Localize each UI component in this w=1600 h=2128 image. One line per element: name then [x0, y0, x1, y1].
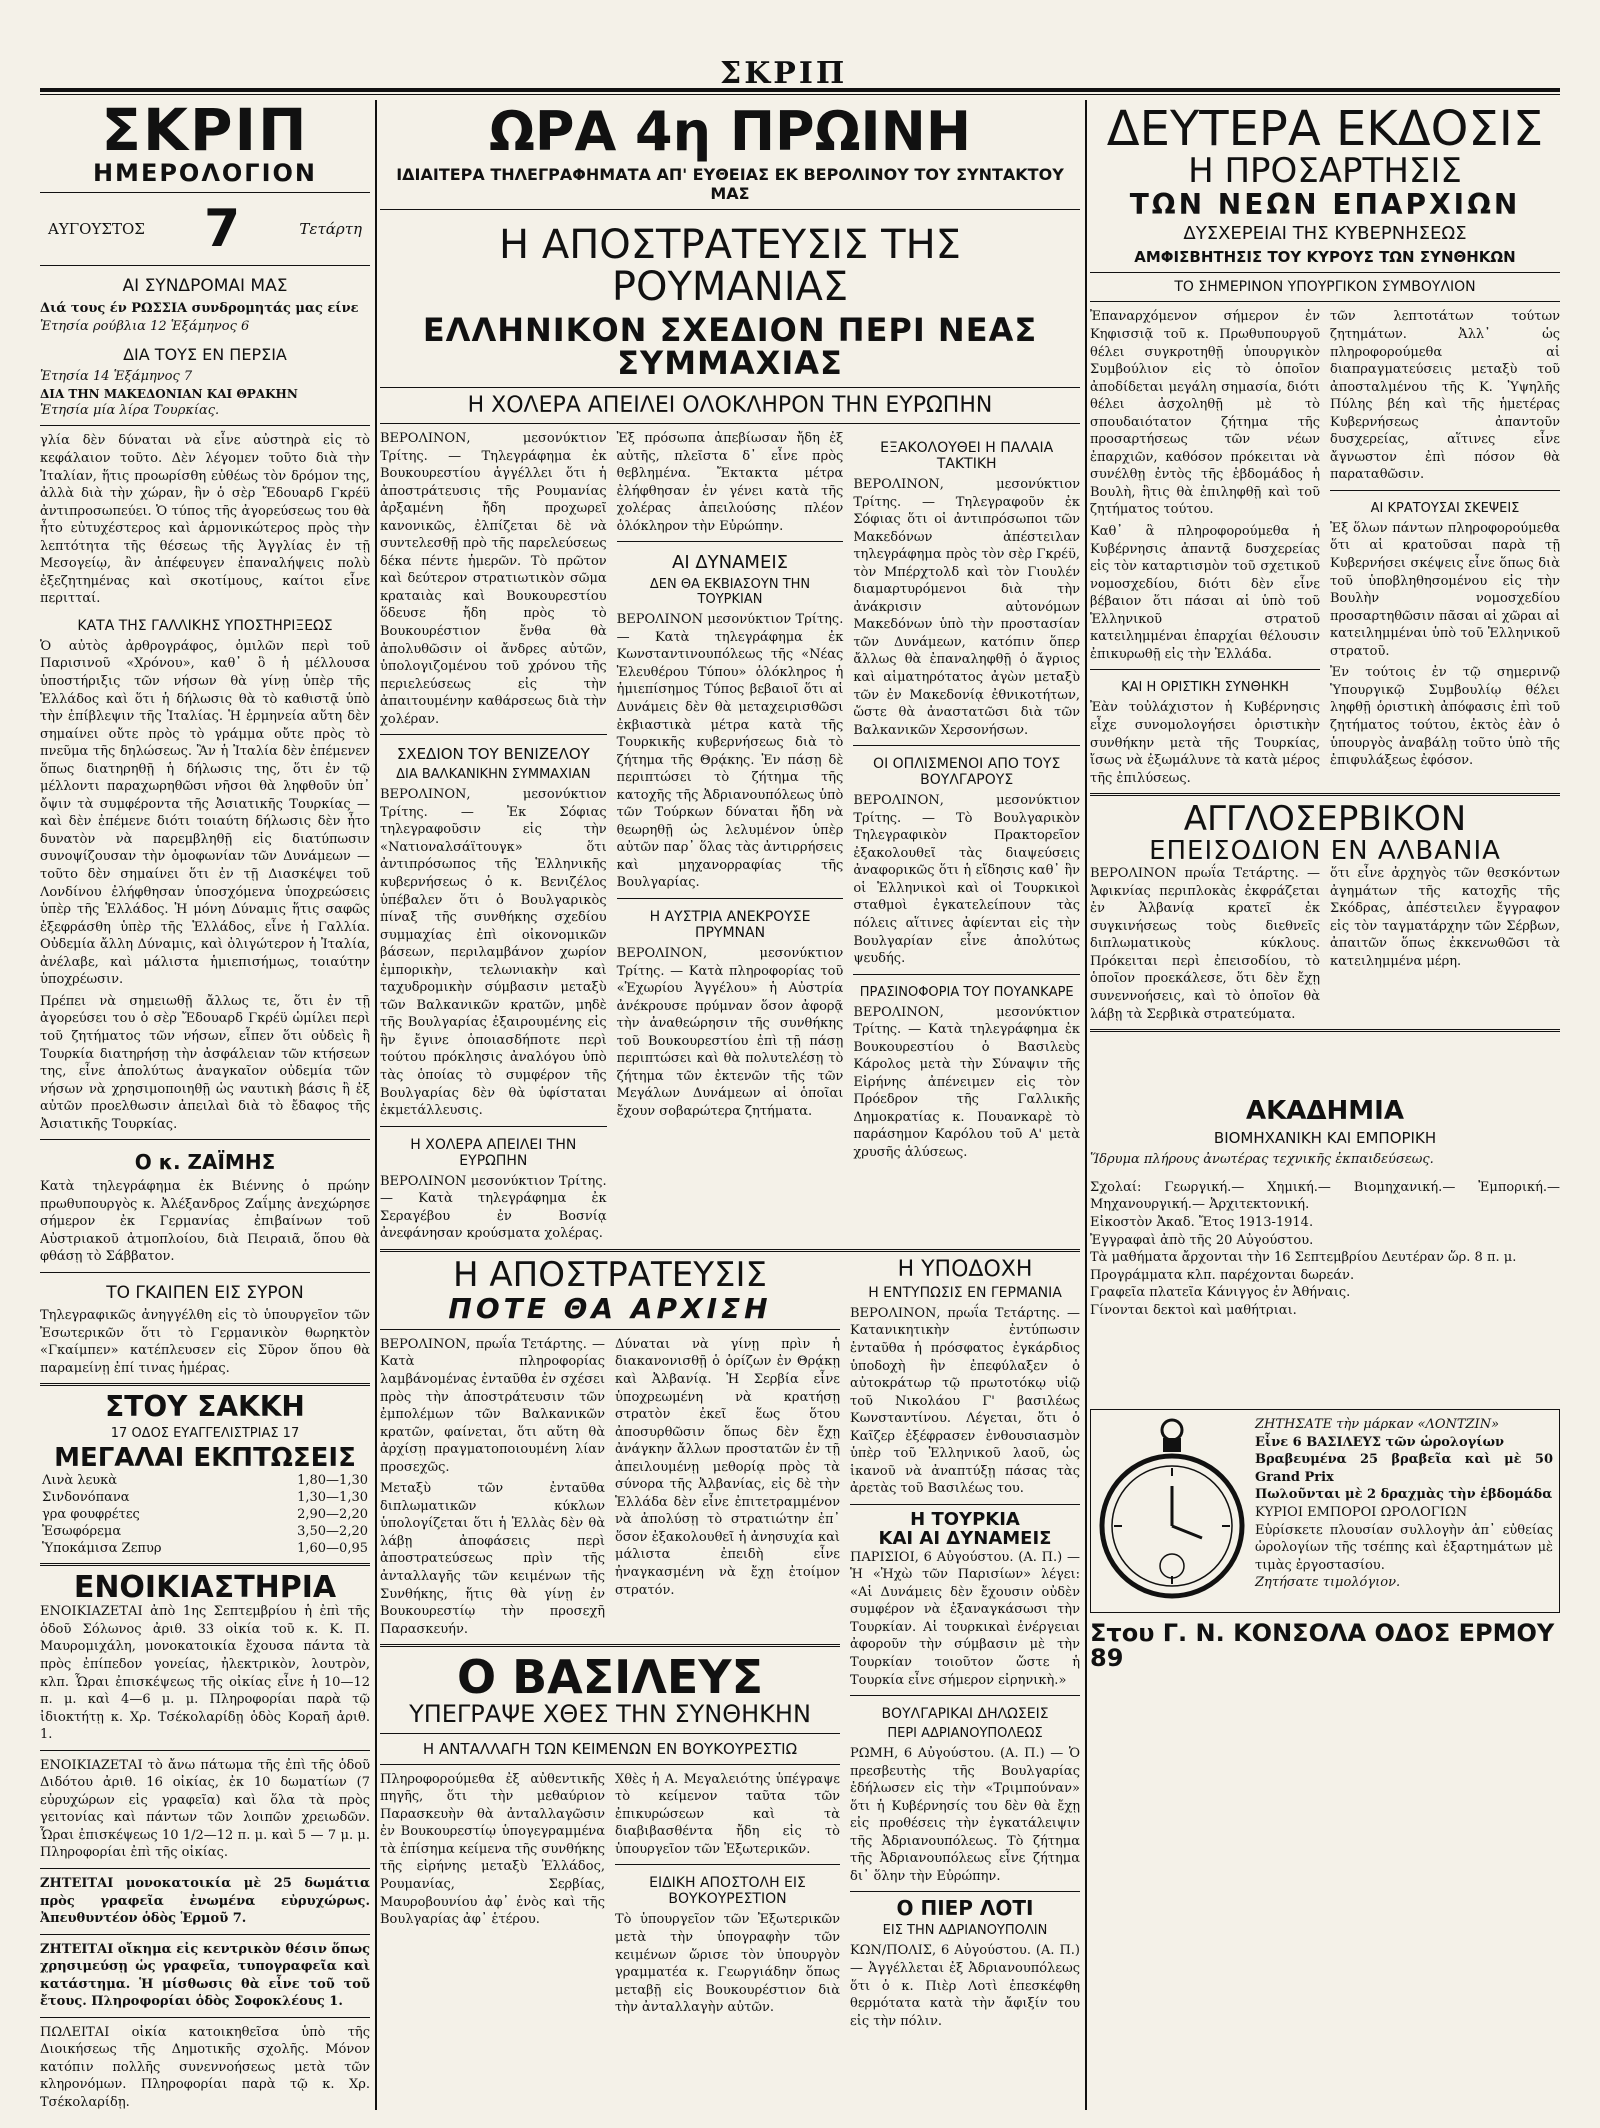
rule [40, 1139, 370, 1140]
article-text: Ἐξ ὅλων πάντων πληροφορούμεθα ὅτι αἱ κρατοῦσαι παρὰ τῇ Κυβερνήσει σκέψεις εἶνε ὅπως διὰ τοῦ ὑποβληθησομένου εἰς τὴν Βουλὴν νομοσχεδίου προσαρτηθῶσιν πᾶσαι αἱ χῶραι αἱ κατειλημμέναι ὑπὸ τοῦ Ἑλληνικοῦ στρατοῦ. [1330, 520, 1560, 659]
rule [40, 1272, 370, 1273]
ad-watch-line: Εἶνε 6 ΒΑΣΙΛΕΥΣ τῶν ὡρολογίων [1255, 1434, 1504, 1450]
subs-persia-price: Ἐτησία 14 Ἑξάμηνος 7 [40, 369, 193, 385]
two-column-block [1090, 865, 1560, 1023]
sale-item: Ὑποκάμισα Ζεπυρ [42, 1540, 162, 1556]
heading-special-mission: ΕΙΔΙΚΗ ΑΠΟΣΤΟΛΗ ΕΙΣ ΒΟΥΚΟΥΡΕΣΤΙΟΝ [649, 1875, 806, 1908]
sub-column [615, 1771, 840, 2017]
sale-item: γρα φουφρέτες [42, 1506, 140, 1522]
classified-ad: ΖΗΤΕΙΤΑΙ μονοκατοικία μὲ 25 δωμάτια πρὸς γραφεῖα ἐνωμένα εὐρυχώρως. Ἀπευθυντέον ὁδὸς Ἑρμοῦ 7. [40, 1876, 370, 1927]
headline-4am: ΩΡΑ 4η ΠΡΩΙΝΗ [488, 100, 972, 163]
spacer [1090, 1038, 1560, 1098]
sub-column [615, 1336, 840, 1638]
rule [40, 265, 370, 266]
classified-ad: ΕΝΟΙΚΙΑΖΕΤΑΙ τὸ ἄνω πάτωμα τῆς ἐπὶ τῆς ὁδοῦ Διδότου ἀριθ. 16 οἰκίας, ἐκ 10 δωματίων (7 εὐρυχώρων εἰς γραφεῖα) καὶ ὅλα τὰ πρὸς γειτονίας καὶ πάντων τῶν λοιπῶν χρειωδῶν. Ὧραι ἐπισκέψεως 10 1/2—12 π. μ. καὶ 5 — 7 μ. μ. Πληροφορίαι ἐπὶ τῆς οἰκίας. [40, 1757, 370, 1861]
article-text: Ἐξ πρόσωπα ἀπεβίωσαν ἤδη ἐξ αὐτῆς, πλεῖστα δ᾽ εἶνε πρὸς θεβλημένα. Ἔκτακτα μέτρα ἐλήφθησαν ἐν γένει κατὰ τῆς χολέρας ἀπειλούσης πλέον ὁλόκληρον τὴν Εὐρώπην. [616, 430, 844, 534]
ad-watch [1090, 1409, 1560, 1613]
logo: ΣΚΡΙΠ [101, 100, 309, 164]
article-text: ΠΑΡΙΣΙΟΙ, 6 Αὐγούστου. (Α. Π.) — Ἡ «Ἠχὼ τῶν Παρισίων» λέγει: «Αἱ Δυνάμεις δὲν ἔχουσιν οὐδὲν συμφέρον νὰ ἐξαναγκάσωσι τὴν Τουρκίαν. Αἱ τουρκικαὶ ἐνέργειαι ἀφοροῦν τὴν σύμβασιν μὲ τὴν Τουρκίαν τοιοῦτον ὥστε ἡ Τουρκία εἶνε σήμερον εἰρηνικὴ.» [850, 1549, 1080, 1688]
heading-armed: ΟΙ ΟΠΛΙΣΜΕΝΟΙ ΑΠΟ ΤΟΥΣ ΒΟΥΛΓΑΡΟΥΣ [873, 756, 1061, 789]
rule [380, 387, 1080, 388]
headline-demobilization: Η ΑΠΟΣΤΡΑΤΕΥΣΙΣ [453, 1254, 767, 1295]
two-column-block [380, 1771, 840, 2017]
headline-council: ΤΟ ΣΗΜΕΡΙΝΟΝ ΥΠΟΥΡΓΙΚΟΝ ΣΥΜΒΟΥΛΙΟΝ [1174, 279, 1476, 296]
article-text: ΒΕΡΟΛΙΝΟΝ, πρωΐα Τετάρτης. — Κατὰ πληροφορίας λαμβάνομένας ἐνταῦθα ἐν σχέσει πρὸς τὴν ἀποστράτευσιν τῶν ἐμπολέμων τῶν Βαλκανικῶν κρατῶν, φαίνεται, ὅτι αὕτη θὰ ἀρχίσῃ πραγματοποιουμένη λίαν προσεχῶς. [380, 1336, 605, 1475]
classified-ad: ΠΩΛΕΙΤΑΙ οἰκία κατοικηθεῖσα ὑπὸ τῆς Διοικήσεως τῆς Δημοτικῆς σχολῆς. Μόνον κατόπιν πολλῆς συνεννοήσεως μετὰ τῶν κληρονόμων. Πληροφορίαι παρὰ τῷ κ. Χρ. Τσέκολαρίδῃ. [40, 2024, 370, 2111]
heading-powers-sub: ΔΕΝ ΘΑ ΕΚΒΙΑΣΟΥΝ ΤΗΝ ΤΟΥΡΚΙΑΝ [649, 577, 811, 608]
rule [380, 1644, 840, 1647]
ad-academy-line: Προγράμματα κλπ. παρέχονται δωρεάν. [1090, 1267, 1355, 1283]
article-text: ΒΕΡΟΛΙΝΟΝ, μεσονύκτιον Τρίτης. — Κατὰ τηλεγράφημα ἐκ Βουκουρεστίου ὁ Βασιλεὺς Κάρολος μετὰ τὴν Σύναψιν τῆς Εἰρήνης ἀπένειμεν εἰς τὸν Πρόεδρον τῆς Γαλλικῆς Δημοκρατίας κ. Πουανκαρὲ τὸ παράσημον Καρόλου τοῦ Α' μετὰ χρυσῆς ἁλύσεως. [853, 1004, 1080, 1161]
headline-difficulties: ΔΥΣΧΕΡΕΙΑΙ ΤΗΣ ΚΥΒΕΡΝΗΣΕΩΣ [1183, 223, 1467, 245]
subs-russia: Διά τους έν ΡΩΣΣΙΑ συνδρομητάς μας είνε [40, 301, 359, 317]
lower-right [850, 1258, 1080, 2030]
headline-king-sub: ΥΠΕΓΡΑΨΕ ΧΘΕΣ ΤΗΝ ΣΥΝΘΗΚΗΝ [409, 1699, 811, 1728]
article-text: Τὸ ὑπουργεῖον τῶν Ἐξωτερικῶν μετὰ τὴν ὑπογραφὴν τῶν κειμένων ὥρισε τὸν ὑπουργὸν γραμματέα κ. Γεωργιάδην ὅπως μεταβῇ εἰς Βουκουρέστιον διὰ τὴν ἀνταλλαγὴν αὐτῶν. [615, 1912, 840, 2016]
heading-reception-sub: Η ΕΝΤΥΠΩΣΙΣ ΕΝ ΓΕΡΜΑΝΙΑ [868, 1284, 1062, 1301]
ad-watch-line: Εὑρίσκετε πλουσίαν συλλογὴν ἀπ᾽ εὐθείας ὡρολογίων τῆς τσέπης καὶ ἐξαρτημάτων μὲ τιμὰς ἐργοστασίου. [1255, 1522, 1553, 1573]
headline-when: ΠΟΤΕ ΘΑ ΑΡΧΙΣΗ [448, 1291, 772, 1325]
article-text: Ἐν τούτοις ἐν τῷ σημερινῷ Ὑπουργικῷ Συμβουλίῳ θέλει ληφθῇ ὁριστικὴ ἀπόφασις ἐπὶ τοῦ ζητήματος τούτου, ἐκτὸς ἐὰν ὁ ὑπουργὸς ἀναβάλῃ τοῦτο ὑπὸ τῆς ἐπιφυλάξεως ἐφόσον. [1330, 665, 1560, 769]
article-text: ΒΕΡΟΛΙΝΟΝ, πρωΐα Τετάρτης. — Κατανικητικὴν ἐντύπωσιν ἐνταῦθα ἡ πρόσφατος ἐγκάρδιος ὑποδοχὴ ἣν ἐπεφύλαξεν ὁ αὐτοκράτωρ τῷ πρωτοτόκῳ υἱῷ τοῦ Νικολάου Γ' βασιλέως Κωνσταντίνου. Λέγεται, ὅτι ὁ Καῖζερ ἐξέφρασεν ἐνθουσιασμὸν ὑπὲρ τοῦ Ἑλληνικοῦ λαοῦ, ὡς ἱκανοῦ νὰ ἀναπτύξῃ πάσας τὰς ἀρετὰς τοῦ Βασιλέως του. [850, 1305, 1080, 1497]
sub-column-middle [617, 430, 844, 1243]
headline-annexation: Η ΠΡΟΣΑΡΤΗΣΙΣ [1188, 151, 1462, 192]
sale-item: Σινδονόπανα [42, 1489, 130, 1505]
ad-watch-line: ΖΗΤΗΣΑΤΕ τὴν μάρκαν «ΛΟΝΤΖΙΝ» [1255, 1417, 1500, 1433]
rule [40, 2017, 370, 2018]
article-text: ΒΕΡΟΛΙΝΟΝ, μεσονύκτιον Τρίτης. — Τηλεγράφημα ἐκ Βουκουρεστίου ἀγγέλλει ὅτι ἡ ἀποστράτευσις τῆς Ρουμανίας ἀρξαμένη ἤδη προχωρεῖ κανονικῶς, ἐλπίζεται δὲ νὰ συντελεσθῇ πρὸ τῆς παρελεύσεως δέκα πέντε ἡμερῶν. Τὸ πρῶτον καὶ δεύτερον στρατιωτικὸν σῶμα κραταιὰς καὶ Βουκουρεστίου ὅδευσε ἤδη πρὸς τὸ Βουκουρέστιον ἔνθα θὰ ἀπολυθῶσιν οἱ ἄνδρες αὐτῶν, ὑπολογιζομένου τοῦ χρόνου τῆς περιελεύσεως εἰς τὴν ἀπαιτουμένην καθάρσεως διὰ τὴν χολέραν. [380, 430, 607, 727]
heading-old-tactic: ΕΞΑΚΟΛΟΥΘΕΙ Η ΠΑΛΑΙΑ ΤΑΚΤΙΚΗ [880, 439, 1054, 472]
sub-column [380, 1771, 605, 2017]
article-text: Ὁ αὐτὸς ἀρθρογράφος, ὁμιλῶν περὶ τοῦ Παρισινοῦ «Χρόνου», καθ᾽ ὃ ἡ μέλλουσα ὑποστήριξις τῶν νήσων θὰ γίνῃ ὑπὲρ τῆς Ἑλλάδος καὶ ὅτι ἡ δήλωσις θὰ τὸ καθιστᾷ ὑπὸ τὴν ἐπίβλεψιν τῆς Ἰταλίας. Ἡ ἑρμηνεία αὕτη δὲν σημαίνει οὔτε πρὸς τὸ γράμμα οὔτε πρὸς τὸ πνεῦμα τῆς δηλώσεως. Ἂν ἡ Ἰταλία δὲν ἐπέμενεν ὅπως διατηρηθῇ ἡ δήλωσις της, ὅτι ἐν τῷ μέλλοντι παραχωρηθῶσι νῆσοι θὰ ληφθοῦν ὑπ᾽ ὄψιν τὰ συμφέροντα τῆς Ἀσιατικῆς Τουρκίας — καὶ δὲν ἐπέμενε διότι τοιαύτη δήλωσις δὲν ἦτο δυνατὸν νὰ παρεμβληθῇ εἰς διατύπωσιν συνοψίζουσαν τὴν ὁμοφωνίαν τῶν Δυνάμεων — τοῦτο δὲν σημαίνει ὅτι ἐν τῇ Διασκέψει τοῦ Λονδίνου ἐλήφθησαν ὑποσχόμενα ὑποχρεώσεις ὑπὲρ τῆς Ἑλλάδος. Ἡ μόνη Δύναμις ἥτις σαφῶς ἐξεφράσθη ὑπὲρ τῆς Ἑλλάδος, εἶνε ἡ Γαλλία. Οὐδεμία ἄλλη Δύναμις, καὶ ὀλιγώτερον ἡ Ἰταλία, ἀνέλαβε, καὶ μάλιστα ἡμιεπισήμως, τοιαύτην ὑποχρέωσιν. [40, 638, 370, 988]
article-text: ΚΩΝ/ΠΟΛΙΣ, 6 Αὐγούστου. (Α. Π.) — Ἀγγέλλεται ἐξ Ἀδριανουπόλεως ὅτι ὁ κ. Πιὲρ Λοτὶ ἐπεσκέφθη θερμότατα κατὰ τὴν ἄφιξίν του εἰς τὴν πόλιν. [850, 1943, 1080, 2029]
heading-turkey-sub: ΚΑΙ ΑΙ ΔΥΝΑΜΕΙΣ [878, 1527, 1052, 1549]
ad-academy-line: Ἐγγραφαὶ ἀπὸ τῆς 20 Αὐγούστου. [1090, 1232, 1314, 1248]
rule [850, 1504, 1080, 1505]
ad-academy-line: Γραφεῖα πλατεῖα Κάνιγγος ἐν Ἀθήναις. [1090, 1285, 1351, 1301]
heading-final-treaty: ΚΑΙ Η ΟΡΙΣΤΙΚΗ ΣΥΝΘΗΚΗ [1121, 680, 1289, 696]
two-column-block [1090, 308, 1560, 787]
rule [40, 1383, 370, 1386]
sale-price: 1,80—1,30 [297, 1472, 368, 1488]
two-column-block [380, 430, 1080, 1243]
article-text: Καθ᾽ ἃ πληροφορούμεθα ἡ Κυβέρνησις ἀπαντᾷ δυσχερείας εἰς τὸν καταρτισμὸν τοῦ σχετικοῦ νομοσχεδίου, διότι δὲν εἶνε βέβαιον ὅτι πάσαι αἱ ὑπὸ τοῦ Ἑλληνικοῦ στρατοῦ κατειλημμέναι ἐπαρχίαι θέλουσιν ἐπικυρωθῇ εἰς τὴν Ἑλλάδα. [1090, 524, 1320, 662]
ad-academy-title: ΑΚΑΔΗΜΙΑ [1246, 1096, 1404, 1127]
rule [1330, 490, 1560, 491]
day-number: 7 [204, 199, 241, 260]
headline-new-provinces: ΤΩΝ ΝΕΩΝ ΕΠΑΡΧΙΩΝ [1129, 188, 1521, 222]
rule [617, 541, 844, 542]
spacer [1090, 1319, 1560, 1409]
heading-loti-sub: ΕΙΣ ΤΗΝ ΑΔΡΙΑΝΟΥΠΟΛΙΝ [882, 1923, 1048, 1939]
rule [380, 1764, 840, 1765]
article-text: ΒΕΡΟΛΙΝΟΝ μεσονύκτιον Τρίτης. — Κατὰ τηλεγράφημα ἐκ Κωνσταντινουπόλεως τῆς «Νέας Ἐλευθέρου Τύπου» ὁλόκληρος ἡ ἡμιεπίσημος Τύπος βεβαιοῖ ὅτι αἱ Δυνάμεις δὲν θὰ μεταχειρισθῶσι ἐκβιαστικὰ μέτρα κατὰ τῆς Τουρκικῆς κυβερνήσεως διὰ τὸ ζήτημα τῆς Θρᾴκης. Ἐν πάσῃ δὲ περιπτώσει τὸ ζήτημα τῆς κατοχῆς τῆς Ἀδριανουπόλεως ὑπὸ τῶν Τούρκων δύναται ἤδη νὰ θεωρηθῇ ὡς λελυμένον ὑπὲρ αὐτῶν παρ᾽ ὅλας τὰς ἀντιρρήσεις καὶ μηχανορραφίας τῆς Βουλγαρίας. [616, 612, 844, 891]
column-divider-2 [1085, 100, 1087, 2110]
right-column [1090, 100, 1560, 2118]
sale-item: Ἐσωφόρεμα [42, 1523, 122, 1539]
subs-title: ΑΙ ΣΥΝΔΡΟΜΑΙ ΜΑΣ [122, 276, 288, 297]
article-text: ΒΕΡΟΛΙΝΟΝ, μεσονύκτιον Τρίτης. — Τηλεγραφοῦν ἐκ Σόφιας ὅτι οἱ ἀντιπρόσωποι τῶν Μακεδόνων ἀπέστειλαν τηλεγράφημα πρὸς τὸν σὲρ Γκρέϋ, τὸν Μπέρχτολδ καὶ τὸν Γιουλέν διαμαρτυρόμενοι διὰ τὴν ἀνάκρισιν αὐτονόμων Μακεδόνων ὑπὸ τὴν προστασίαν τῶν Δυνάμεων, κατόπιν ὅπερ ἄλλως θὰ ἐπαναληφθῇ ὁ ἄγριος καὶ αἱματηρότατος ἀγὼν μεταξὺ τῶν ἐν Μακεδονίᾳ ἐθνικοτήτων, ὥστε θὰ ἀναστατῶσι διὰ τῶν Βαλκανικῶν Χερσονήσων. [853, 476, 1080, 738]
table-row [40, 1506, 370, 1523]
headline-albania-incident: ΕΠΕΙΣΟΔΙΟΝ ΕΝ ΑΛΒΑΝΙΑ [1149, 835, 1501, 866]
heading-bulgarian-statements-sub: ΠΕΡΙ ΑΔΡΙΑΝΟΥΠΟΛΕΩΣ [887, 1726, 1043, 1742]
headline-cholera: Η ΧΟΛΕΡΑ ΑΠΕΙΛΕΙ ΟΛΟΚΛΗΡΟΝ ΤΗΝ ΕΥΡΩΠΗΝ [467, 392, 993, 418]
ad-academy-sub: ΒΙΟΜΗΧΑΝΙΚΗ ΚΑΙ ΕΜΠΟΡΙΚΗ [1213, 1129, 1437, 1148]
column-divider-1 [375, 100, 377, 2110]
weekday: Τετάρτη [299, 220, 362, 239]
ad-watch-text [1255, 1416, 1553, 1606]
subs-mak-title: ΔΙΑ ΤΗΝ ΜΑΚΕΔΟΝΙΑΝ ΚΑΙ ΘΡΑΚΗΝ [40, 386, 298, 401]
rule [1090, 1029, 1560, 1032]
article-text: γλία δὲν δύναται νὰ εἶνε αὐστηρὰ εἰς τὸ κεφάλαιον τοῦτο. Δὲν λέγομεν τοῦτο διὰ τὴν Ἰταλίαν, ἥτις προωρίσθη εὐθέως τὸν δρόμον της, ἀλλὰ διὰ τὴν χώραν, ἣν ὁ σὲρ Ἔδουαρδ Γκρέϋ ἀντιπροσωπεύει. Ὁ τύπος τῆς ἀγορεύσεως του θὰ ἦτο εὐτυχέστερος καὶ ἁρμονικώτερος πρὸς τὴν λεπτότητα τῆς θέσεως τῆς Ἀγγλίας ἐν τῇ Μεσογείῳ, ἂν ἀπέφευγεν ἐπαναλήψεις πολὺ ἐξεζητημένας καὶ σκοτίμους, καίτοι εἶνε περιτταί. [40, 433, 370, 607]
rule [40, 1868, 370, 1869]
rule [850, 1891, 1080, 1892]
ad-watch-line: ΚΥΡΙΟΙ ΕΜΠΟΡΟΙ ΩΡΟΛΟΓΙΩΝ [1255, 1505, 1468, 1520]
calendar-title: ΗΜΕΡΟΛΟΓΙΟΝ [92, 158, 318, 187]
center-column [380, 100, 1080, 2118]
headline-dispute: ΑΜΦΙΣΒΗΤΗΣΙΣ ΤΟΥ ΚΥΡΟΥΣ ΤΩΝ ΣΥΝΘΗΚΩΝ [1134, 248, 1516, 267]
sub-column [1090, 865, 1320, 1023]
headline-king-sub2: Η ΑΝΤΑΛΛΑΓΗ ΤΩΝ ΚΕΙΜΕΝΩΝ ΕΝ ΒΟΥΚΟΥΡΕΣΤΙΩ [422, 1739, 798, 1758]
rule [853, 974, 1080, 975]
rule [380, 423, 1080, 424]
rule [380, 1249, 1080, 1252]
heading-turkey: Η ΤΟΥΡΚΙΑ [910, 1508, 1020, 1530]
sale-price: 1,60—0,95 [297, 1540, 368, 1556]
rule [40, 1750, 370, 1751]
ad-watch-signature: Στου Γ. Ν. ΚΟΝΣΟΛΑ ΟΔΟΣ ΕΡΜΟΥ 89 [1090, 1619, 1555, 1673]
subs-mak-price: Ἐτησία μία λίρα Τουρκίας. [40, 402, 220, 418]
heading-zaimis: Ο κ. ΖΑΪΜΗΣ [134, 1150, 276, 1175]
rule [380, 1329, 840, 1330]
rule [1090, 669, 1320, 670]
ad-watch-line: Ζητήσατε τιμολόγιον. [1255, 1575, 1401, 1591]
table-row [40, 1472, 370, 1489]
ad-academy-line: Τὰ μαθήματα ἄρχονται τὴν 16 Σεπτεμβρίου Δευτέραν ὥρ. 8 π. μ. [1090, 1250, 1517, 1266]
subs-persia-title: ΔΙΑ ΤΟΥΣ ΕΝ ΠΕΡΣΙΑ [123, 345, 287, 365]
ad-academy-line: Σχολαί: Γεωργική.— Χημική.— Βιομηχανική.— Ἐμπορική.— Μηχανουργική.— Ἀρχιτεκτονική. [1090, 1179, 1560, 1213]
rentals-title: ΕΝΟΙΚΙΑΣΤΗΡΙΑ [73, 1569, 337, 1605]
ad-sakki-title: ΣΤΟΥ ΣΑΚΚΗ [105, 1390, 305, 1424]
masthead: ΣΚΡΙΠ [720, 56, 848, 91]
lower-left [380, 1254, 840, 2030]
rule [380, 1733, 840, 1734]
classified-ad: ΕΝΟΙΚΙΑΖΕΤΑΙ ἀπὸ 1ης Σεπτεμβρίου ἡ ἐπὶ τῆς ὁδοῦ Σόλωνος ἀριθ. 33 οἰκία τοῦ κ. Κ. Π. Μαυρομιχάλη, μονοκατοικία ἔχουσα πάντα τὰ πρὸς ἐπίπεδον γονείας, ἠλεκτρικὸν, λουτρὸν, κλπ. Ὧραι ἐπισκέψεως τῆς οἰκίας εἶνε ἡ 10—12 π. μ. καὶ 4—6 μ. μ. Πληροφορίαι παρὰ τῷ ἰδιοκτήτῃ κ. Χρ. Τσέκολαρίδῃ ὁδὸς Κοραῆ ἀριθ. 1. [40, 1604, 370, 1743]
article-text: τῶν λεπτοτάτων τούτων ζητημάτων. Ἀλλ᾽ ὡς πληροφορούμεθα αἱ διαπραγματεύσεις μεταξὺ τοῦ ἀποσταλμένου τῆς Κ. Ὑψηλῆς Πύλης βέη καὶ τῆς ἡμετέρας Κυβερνήσεως ἀπαντοῦν δυσχερείας, αἵτινες εἶνε ἄγνωστον ἐπὶ πόσον θὰ παραταθῶσιν. [1330, 309, 1560, 483]
heading-cholera-europe: Η ΧΟΛΕΡΑ ΑΠΕΙΛΕΙ ΤΗΝ ΕΥΡΩΠΗΝ [410, 1136, 577, 1169]
subs-russia-price: Ἐτησία ρούβλια 12 Ἑξάμηνος 6 [40, 318, 250, 334]
heading-austria: Η ΑΥΣΤΡΙΑ ΑΝΕΚΡΟΥΣΕ ΠΡΥΜΝΑΝ [649, 909, 811, 941]
heading-poincare: ΠΡΑΣΙΝΟΦΟΡΙΑ ΤΟΥ ΠΟΥΑΝΚΑΡΕ [859, 984, 1074, 1000]
rule [380, 734, 607, 735]
lower-block [380, 1254, 1080, 2030]
article-text: Τηλεγραφικῶς ἀνηγγέλθη εἰς τὸ ὑπουργεῖον τῶν Ἐσωτερικῶν ὅτι τὸ Γερμανικὸν θωρηκτὸν «Γκαίμπεν» κατέπλευσεν εἰς Σῦρον ὅπου θὰ παραμείνῃ ἐπί τινας ἡμέρας. [40, 1307, 370, 1376]
article-text: ΒΕΡΟΛΙΝΟΝ πρωΐα Τετάρτης. — Ἀφικνίας περιπλοκὰς ἐκφράζεται ἐν Ἀλβανίᾳ κρατεῖ ἐκ συγκινήσεως τοὺς διεθνεῖς διπλωματικοὺς κύκλους. Πρόκειται περὶ ἐπεισοδίου, τὸ ὁποῖον προεκάλεσε, ὅτι δὲν ἔχῃ συνεννοήσεις, καὶ τὸ ὁποῖον θὰ λάβῃ τὰ Σερβικὰ στρατεύματα. [1090, 866, 1320, 1022]
heading-reception: Η ΥΠΟΔΟΧΗ [897, 1256, 1033, 1282]
ad-watch-line: Πωλοῦνται μὲ 2 δραχμὰς τὴν ἑβδομάδα [1255, 1487, 1553, 1503]
heading-powers: ΑΙ ΔΥΝΑΜΕΙΣ [672, 552, 789, 574]
classified-ad: ΖΗΤΕΙΤΑΙ οἴκημα εἰς κεντρικὸν θέσιν ὅπως χρησιμεύσῃ ὡς γραφεῖα, τυπογραφεῖα καὶ κατάστημα. Ἡ μίσθωσις θὰ εἶνε τοῦ τοῦ ἔτους. Πληροφορίαι ὁδὸς Σοφοκλέους 1. [40, 1941, 370, 2010]
sale-price: 2,90—2,20 [297, 1506, 368, 1522]
article-text: Πληροφορούμεθα ἐξ αὐθεντικῆς πηγῆς, ὅτι τὴν μεθαύριον Παρασκευὴν θὰ ἀνταλλαγῶσιν ἐν Βουκουρεστίῳ ὑπογεγραμμένα τὰ ἐπίσημα κείμενα τῆς συνθήκης τῆς εἰρήνης μεταξὺ Ἑλλάδος, Ρουμανίας, Σερβίας, Μαυροβουνίου ἀφ᾽ ἑνὸς καὶ τῆς Βουλγαρίας ἀφ᾽ ἑτέρου. [380, 1771, 605, 1928]
article-text: Δύναται νὰ γίνῃ πρὶν ἡ διακανονισθῇ ὁ ὁρίζων ἐν Θρᾴκῃ καὶ Ἀλβανίᾳ. Ἡ Σερβία εἶνε ὑποχρεωμένη νὰ κρατήσῃ στρατὸν ἐκεῖ ἕως ὅτου ἀποσυρθῶσιν ὅπως δὲν ἔχῃ ἀνάγκην ἄλλων προστατῶν ἐν τῇ ἀπειλουμένῃ μεθορίᾳ πρὸς τὰ σύνορα τῆς Ἀλβανίας, εἰς δὲ τὴν Ἑλλάδα δὲν εἶνε ἐπιτετραμμένον νὰ ἀπολύσῃ τὸ στρατιώτην ἐπ᾽ ὅσον ἐξακολουθεῖ ἡ ἀνησυχία καὶ μάλιστα ἐπειδὴ εἶνε ἠναγκασμένη νὰ ἔχῃ ἐτοίμον στρατόν. [615, 1336, 840, 1598]
rule [380, 209, 1080, 210]
heading-gkaipen: ΤΟ ΓΚΑΙΠΕΝ ΕΙΣ ΣΥΡΟΝ [106, 1282, 304, 1303]
rule [615, 1864, 840, 1865]
headline-4am-sub: ΙΔΙΑΙΤΕΡΑ ΤΗΛΕΓΡΑΦΗΜΑΤΑ ΑΠ' ΕΥΘΕΙΑΣ ΕΚ ΒΕΡΟΛΙΝΟΥ ΤΟΥ ΣΥΝΤΑΚΤΟΥ ΜΑΣ [396, 164, 1064, 203]
pocket-watch-icon [1097, 1416, 1247, 1606]
rule [617, 898, 844, 899]
ad-academy [1090, 1098, 1560, 1319]
ad-sale-title: ΜΕΓΑΛΑΙ ΕΚΠΤΩΣΕΙΣ [54, 1442, 356, 1473]
article-text: Πρέπει νὰ σημειωθῇ ἄλλως τε, ὅτι ἐν τῇ ἀγορεύσει του ὁ σὲρ Ἔδουαρδ Γκρέϋ ὡμίλει περὶ τοῦ ζητήματος τῶν νήσων, εἶπεν ὅτι οὐδεὶς ἢ Τουρκία διατηρήσῃ τὴν ἀσφάλειαν τῶν κτήσεων της, εἶνε ἀπολύτως ἀναγκαῖον οὐδεμία τῶν νήσων νὰ χρησιμοποιηθῇ ὡς ναυτικὴ βάσις ἢ ἐξ αὐτῶν προελθωσιν ἀπειλαὶ διὰ τὸ ἔδαφος τῆς Ἀσιατικῆς Τουρκίας. [40, 993, 370, 1132]
article-text: ΒΕΡΟΛΙΝΟΝ, μεσονύκτιον Τρίτης. — Κατὰ πληροφορίας τοῦ «Ἐχωρίου Ἀγγέλου» ἡ Αὐστρία ἀνέκρουσε πρύμναν ὅσον ἀφορᾷ τὴν ἀναθεώρησιν τῆς συνθήκης τοῦ Βουκουρεστίου ἐπὶ τῇ πάσῃ περιπτώσει καὶ θὰ πολυτελέσῃ τὸ ζήτημα τῶν ἐκτενῶν τῆς τῶν Μεγάλων Δυνάμεων αἱ ὁποῖαι ἔχουν σοβαρώτερα ζητήματα. [616, 946, 844, 1119]
ad-sakki-address: 17 ΟΔΟΣ ΕΥΑΓΓΕΛΙΣΤΡΙΑΣ 17 [110, 1425, 300, 1441]
heading-prevailing-thoughts: ΑΙ ΚΡΑΤΟΥΣΑΙ ΣΚΕΨΕΙΣ [1370, 500, 1520, 516]
sale-price: 1,30—1,30 [297, 1489, 368, 1505]
heading-venizelos-sub: ΔΙΑ ΒΑΛΚΑΝΙΚΗΝ ΣΥΜΜΑΧΙΑΝ [396, 767, 591, 783]
date-row [40, 199, 370, 259]
heading-gallikis: ΚΑΤΑ ΤΗΣ ΓΑΛΛΙΚΗΣ ΥΠΟΣΤΗΡΙΞΕΩΣ [77, 617, 333, 634]
headline-alliance: ΕΛΛΗΝΙΚΟΝ ΣΧΕΔΙΟΝ ΠΕΡΙ ΝΕΑΣ ΣΥΜΜΑΧΙΑΣ [422, 310, 1038, 383]
table-row [40, 1540, 370, 1557]
rule [380, 1126, 607, 1127]
two-column-block [380, 1336, 840, 1638]
article-text: ΒΕΡΟΛΙΝΟΝ μεσονύκτιον Τρίτης. — Κατὰ τηλεγράφημα ἐκ Σεραγέβου ἐν Βοσνίᾳ ἀνεφάνησαν κρούσματα χολέρας. [380, 1173, 607, 1242]
headline-second-edition: ΔΕΥΤΕΡΑ ΕΚΔΟΣΙΣ [1106, 101, 1544, 157]
article-text: ΒΕΡΟΛΙΝΟΝ, μεσονύκτιον Τρίτης. — Ἐκ Σόφιας τηλεγραφοῦσιν εἰς τὴν «Νατιοναλσάϊτουγκ» ὅτι ἀντιπρόσωπος τῆς Ἑλληνικῆς κυβερνήσεως ὁ κ. Βενιζέλος ὑπέβαλεν ὅτι ὁ Βουλγαρικὸς πίναξ τῆς συνθήκης σχεδίου συμμαχίας ἐπὶ οἰκονομικῶν βάσεων, περιλαμβάνον χωρίον ἐμπορικὴν, τελωνιακὴν καὶ ταχυδρομικὴν σύμβασιν μεταξὺ τῶν Βαλκανικῶν κρατῶν, μηδὲ τῆς Βουλγαρίας ἐξαιρουμένης εἰς ἣν ἔγινε ὁποιασδήποτε περὶ τούτου πρόκλησις ἀναλόγου ὑπὸ τὰς ὁποίας τὸ συμφέρον τῆς Βουλγαρίας δὲν θὰ ὑφίσταται ἐκμετάλλευσις. [380, 787, 607, 1119]
rule [40, 1934, 370, 1935]
month: ΑΥΓΟΥΣΤΟΣ [48, 220, 145, 239]
table-row [40, 1523, 370, 1540]
sub-column [380, 1336, 605, 1638]
article-text: ΒΕΡΟΛΙΝΟΝ, μεσονύκτιον Τρίτης. — Τὸ Βουλγαρικὸν Τηλεγραφικὸν Πρακτορεῖον ἐξακολουθεῖ τὰς διαψεύσεις ἀναφορικῶς ὅτι ἡ εἴδησις καθ᾽ ἣν οἱ Ἑλληνικοὶ καὶ οἱ Τουρκικοὶ σταθμοὶ ἐγκατελείπουν τὰς πόλεις αἵτινες ἀφίενται εἰς τὴν Βουλγαρίαν εἶνε ἀπολύτως ψευδής. [853, 793, 1080, 967]
sub-column [1090, 308, 1320, 787]
rule [1090, 793, 1560, 796]
rule [850, 1695, 1080, 1696]
rule [1090, 272, 1560, 273]
rule [1090, 301, 1560, 302]
heading-bulgarian-statements: ΒΟΥΛΓΑΡΙΚΑΙ ΔΗΛΩΣΕΙΣ [881, 1706, 1049, 1723]
rule [853, 745, 1080, 746]
headline-king: Ο ΒΑΣΙΛΕΥΣ [456, 1650, 764, 1705]
top-rule [40, 88, 1560, 92]
sub-column-left [380, 430, 607, 1243]
heading-venizelos: ΣΧΕΔΙΟΝ ΤΟΥ ΒΕΝΙΖΕΛΟΥ [396, 745, 590, 764]
rule [40, 425, 370, 426]
top-rule-thin [40, 94, 1560, 95]
sale-table [40, 1472, 370, 1557]
ad-academy-line: Ἵδρυμα πλήρους ἀνωτέρας τεχνικῆς ἐκπαιδεύσεως. [1090, 1152, 1434, 1168]
sub-column-right [853, 430, 1080, 1243]
rule [40, 1563, 370, 1566]
article-text: ὅτι εἶνε ἀρχηγὸς τῶν θεσκόντων ἀγημάτων τῆς κατοχῆς τῆς Σκόδρας, ἀπέστειλεν ἔγγραφον εἰς τὸν ταγματάρχην τῶν Σέρβων, ἀπαιτῶν ὅπως ἐκκενωθῶσι τὰ κατειλημμένα μέρη. [1330, 866, 1560, 969]
table-row [40, 1489, 370, 1506]
sale-price: 3,50—2,20 [297, 1523, 368, 1539]
sale-item: Λινὰ λευκὰ [42, 1472, 118, 1488]
headline-romania: Η ΑΠΟΣΤΡΑΤΕΥΣΙΣ ΤΗΣ ΡΟΥΜΑΝΙΑΣ [499, 221, 961, 310]
sub-column [1330, 865, 1560, 1023]
left-column [40, 100, 370, 2118]
article-text: Ἐπαναρχόμενον σήμερον ἐν Κηφισσιᾷ τοῦ κ. Πρωθυπουργοῦ θέλει συγκροτηθῇ ὑπουργικὸν Συμβούλιον εἰς τὸ ὁποῖον ἀποδίδεται μεγάλη σημασία, διότι θέλει ἀσχοληθῇ μὲ τὸ σπουδαιότατον ζήτημα τῆς προσαρτήσεως τῶν νέων ἐπαρχιῶν, καθόσον πρόκειται νὰ συνέλθῃ ἐντὸς τῆς ἑβδομάδος ἡ Βουλὴ, ἣτις θὰ ἐπιληφθῇ καὶ τοῦ ζητήματος τούτου. [1090, 309, 1320, 518]
headline-anglo-serbian: ΑΓΓΛΟΣΕΡΒΙΚΟΝ [1183, 799, 1467, 840]
ad-watch-line: Βραβευμένα 25 βραβεῖα καὶ μὲ 50 Grand Prix [1255, 1452, 1553, 1485]
rule [40, 192, 370, 193]
ad-academy-line: Εἰκοστὸν Ἀκαδ. Ἔτος 1913-1914. [1090, 1214, 1314, 1230]
sub-column [1330, 308, 1560, 787]
article-text: Μεταξὺ τῶν ἐνταῦθα διπλωματικῶν κύκλων ὑπολογίζεται ὅτι ἡ Ἑλλὰς δὲν θὰ λάβῃ ἀποφάσεις περὶ ἀποστρατεύσεως πρὶν τῆς ἀνταλλαγῆς τῶν κειμένων τῆς Συνθήκης, ἥτις θὰ γίνῃ ἐν Βουκουρεστίῳ τὴν προσεχῆ Παρασκευήν. [380, 1481, 605, 1637]
article-text: Χθὲς ἡ Α. Μεγαλειότης ὑπέγραψε τὸ κείμενον ταῦτα τῶν ἐπικυρώσεων καὶ τὰ διαβιβασθέντα ἤδη εἰς τὸ ὑπουργεῖον τῶν Ἐξωτερικῶν. [615, 1771, 840, 1857]
ad-academy-line: Γίνονται δεκτοὶ καὶ μαθήτριαι. [1090, 1302, 1297, 1318]
heading-loti: Ο ΠΙΕΡ ΛΟΤΙ [896, 1896, 1034, 1921]
article-text: Κατὰ τηλεγράφημα ἐκ Βιέννης ὁ πρώην πρωθυπουργὸς κ. Ἀλέξανδρος Ζαΐμης ἀνεχώρησε σήμερον ἐκ Γερμανίας ἐπιβαίνων τοῦ Αὐστριακοῦ ἀτμοπλοίου, διὰ Πειραιᾶ, ὅπου θὰ φθάσῃ τὸ Σάββατον. [40, 1179, 370, 1265]
article-text: Ἐὰν τοὐλάχιστον ἡ Κυβέρνησις εἶχε συνομολογήσει ὁριστικὴν συνθήκην μετὰ τῆς Τουρκίας, ἴσως νὰ ἐξωμάλυνε τὰ κατὰ μέρος τῆς ἐπιλύσεως. [1090, 700, 1320, 786]
article-text: ΡΩΜΗ, 6 Αὐγούστου. (Α. Π.) — Ὁ πρεσβευτὴς τῆς Βουλγαρίας ἐδήλωσεν εἰς τὴν «Τριμπούναν» ὅτι ἡ Κυβέρνησίς του δὲν θὰ ἔχῃ εἰς προθέσεις τὴν ἐγκατάλειψιν τῆς Ἀδριανουπόλεως. Τὸ ζήτημα τῆς Ἀδριανουπόλεως εἶνε ζήτημα δι᾽ ὅλην τὴν Εὐρώπην. [850, 1746, 1080, 1884]
